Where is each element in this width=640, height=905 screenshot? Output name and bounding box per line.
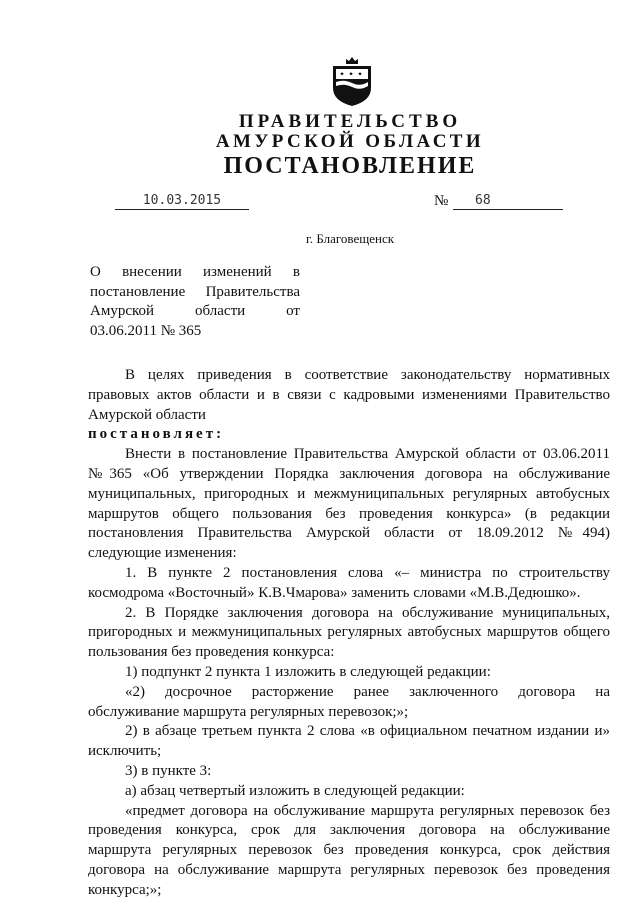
subject-line: Амурской области от (90, 303, 300, 319)
subject-line: О внесении изменений в (90, 264, 300, 280)
body-line: а) абзац четвертый изложить в следующей редакции: (125, 782, 465, 799)
body-line: маршрута регулярных перевозок без проведения конкурса, срок действия (88, 842, 610, 859)
body-line: 1. В пункте 2 постановления слова «– министра по строительству (125, 564, 610, 581)
body-line: В целях приведения в соответствие законодательству нормативных (125, 367, 610, 383)
org-name-line1: ПРАВИТЕЛЬСТВО (238, 111, 462, 132)
body-line: муниципальных, пригородных и межмуниципальных регулярных автобусных (88, 485, 610, 502)
body-line: конкурса;»; (88, 881, 162, 898)
document-subject (90, 263, 300, 341)
body-line: исключить; (88, 743, 162, 760)
city-line: г. Благовещенск (305, 231, 395, 246)
body-line: постановления Правительства Амурской области от 18.09.2012 №494) (88, 525, 610, 542)
body-line: 2. В Порядке заключения договора на обслуживание муниципальных, (125, 604, 610, 621)
body-line: 1) подпункт 2 пункта 1 изложить в следующей редакции: (125, 663, 491, 680)
body-line: следующие изменения: (88, 545, 237, 562)
number-label: № (434, 193, 449, 209)
decree-word: постановляет: (88, 426, 225, 443)
document-number: 68 (453, 193, 563, 210)
document-type-title: ПОСТАНОВЛЕНИЕ (223, 153, 477, 179)
body-line: Внести в постановление Правительства Амурской области от 03.06.2011 (125, 446, 610, 463)
body-line: пользования без проведения конкурса: (88, 644, 335, 661)
body-line: обслуживание маршрута регулярных перевозок;»; (88, 703, 409, 720)
body-line: космодрома «Восточный» К.В.Чмарова» заменить словами «М.В.Дедюшко». (88, 584, 581, 601)
subject-line: постановление Правительства (90, 283, 300, 300)
body-line: проведения конкурса, срок для заключения договора на обслуживание (88, 822, 610, 839)
subject-line: 03.06.2011 № 365 (90, 322, 202, 339)
body-line: «предмет договора на обслуживание маршрута регулярных перевозок без (125, 802, 610, 819)
document-body (88, 366, 610, 901)
document-date: 10.03.2015 (115, 193, 249, 210)
body-line: договора на обслуживание маршрута регулярных перевозок без проведения (88, 861, 610, 878)
body-line: 2) в абзаце третьем пункта 2 слова «в официальном печатном издании и» (125, 723, 610, 740)
body-line: №365 «Об утверждении Порядка заключения договора на обслуживание (88, 465, 610, 482)
coat-of-arms-emblem (330, 55, 374, 107)
body-line: 3) в пункте 3: (125, 762, 212, 779)
body-line: Амурской области (88, 406, 206, 423)
body-line: маршрутов общего пользования без проведения конкурса» (в редакции (88, 505, 610, 522)
org-name-line2: АМУРСКОЙ ОБЛАСТИ (215, 131, 485, 152)
body-line: правовых актов области и в связи с кадровыми изменениями Правительство (88, 386, 610, 403)
body-line: «2) досрочное расторжение ранее заключенного договора на (125, 683, 610, 700)
body-line: пригородных и межмуниципальных регулярных автобусных маршрутов общего (88, 624, 610, 641)
